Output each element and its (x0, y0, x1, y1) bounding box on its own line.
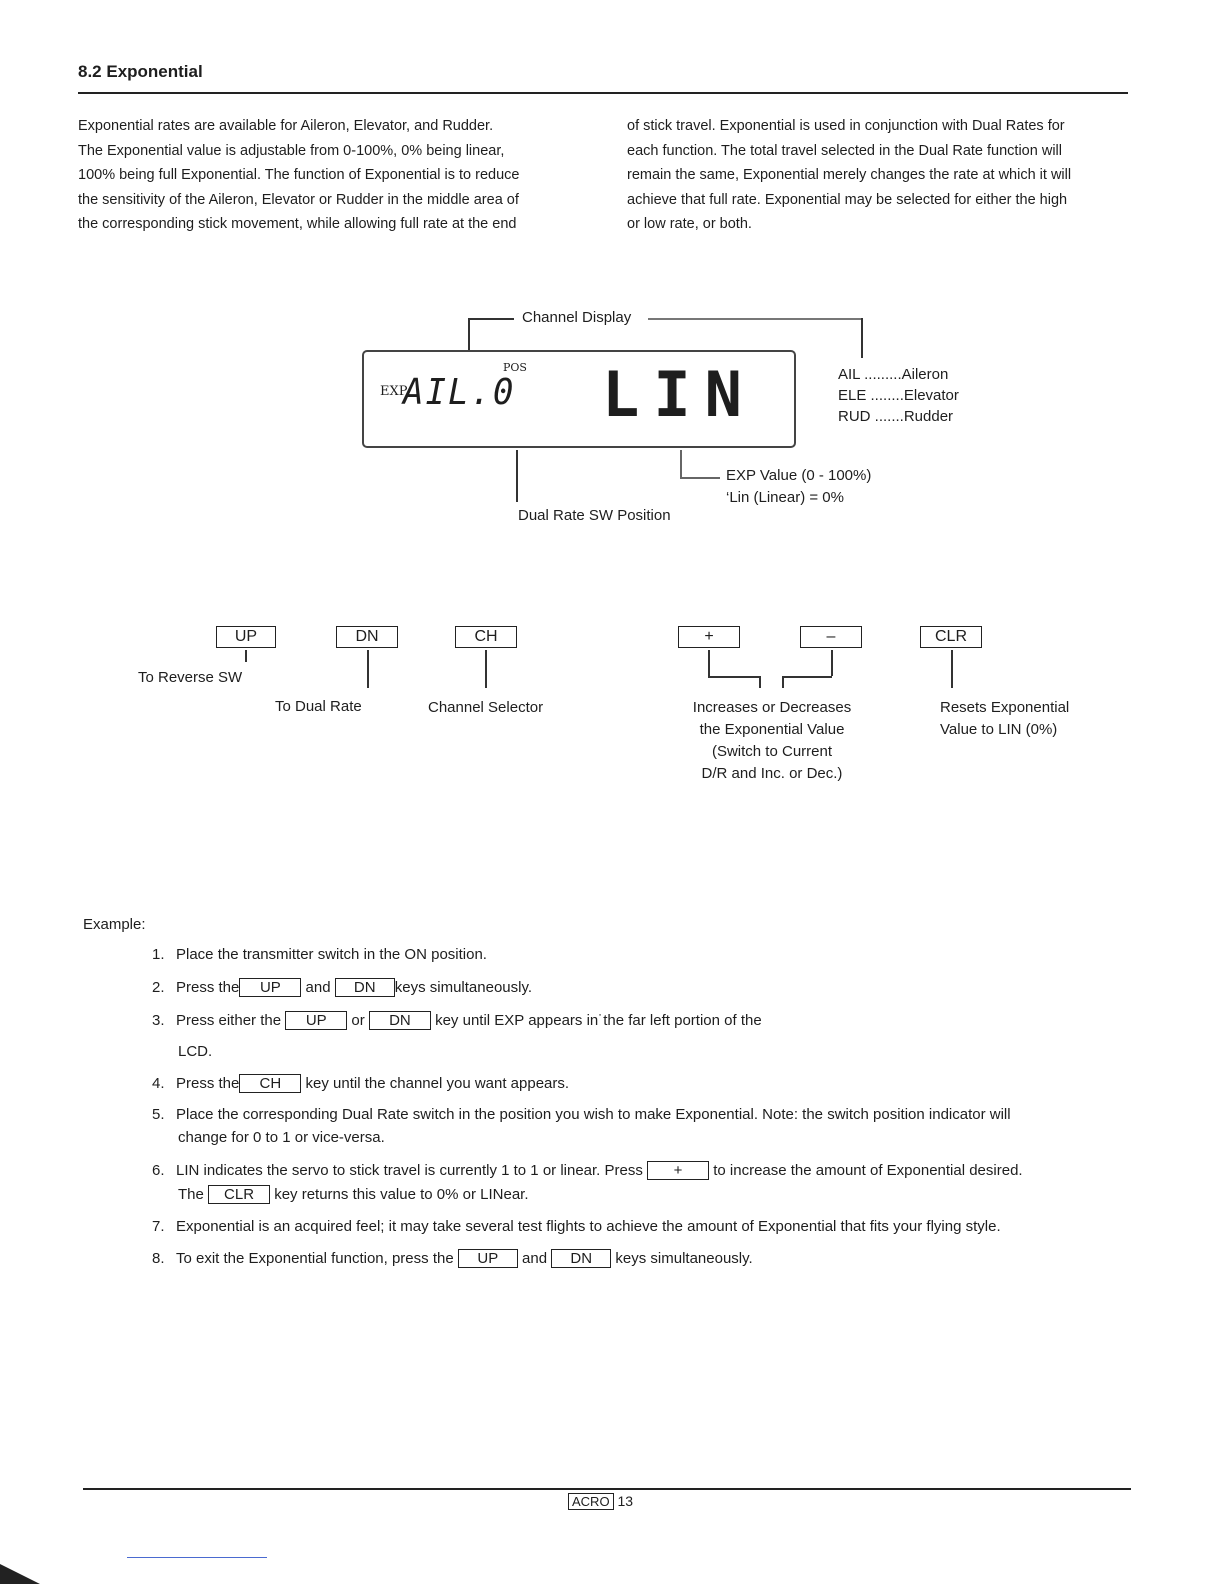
legend-item: RUD .......Rudder (838, 408, 954, 425)
minus-key-diagram: – (800, 626, 862, 648)
key-pointer (951, 650, 953, 688)
clr-key-inline: CLR (208, 1185, 270, 1204)
dual-rate-pos-label: Dual Rate SW Position (518, 507, 671, 524)
top-rule (78, 92, 1128, 94)
step-7: 7. Exponential is an acquired feel; it may take several test flights to achieve the amount of Exponential that fits your flying style. (152, 1218, 1001, 1235)
intro-line: Exponential rates are available for Aileron, Elevator, and Rudder. (78, 118, 494, 134)
intro-line: remain the same, Exponential merely changes the rate at which it will (627, 167, 1072, 183)
scan-corner-mark (0, 1560, 40, 1584)
plusminus-label-line: the Exponential Value (699, 721, 845, 738)
dn-key-label: To Dual Rate (275, 698, 362, 715)
clr-key-label (940, 697, 1069, 741)
callout-line (468, 318, 514, 320)
callout-line (648, 318, 862, 320)
callout-line (516, 450, 518, 502)
step-6: 6. LIN indicates the servo to stick travel is currently 1 to 1 or linear. Press + to increase the amount of Exponential desired. The CLR key returns this value to 0% or LINear. (152, 1162, 1023, 1203)
lcd-value-readout: LIN (602, 358, 756, 431)
plus-key-inline: + (647, 1161, 709, 1180)
step-2: 2. Press the UP and DN keys simultaneously. (152, 979, 533, 996)
channel-legend (838, 364, 959, 427)
intro-line: 100% being full Exponential. The function of Exponential is to reduce (78, 167, 520, 183)
lin-note: ‘Lin (Linear) = 0% (726, 489, 844, 506)
intro-right-column (627, 114, 1127, 237)
key-pointer (759, 676, 761, 688)
intro-left-column (78, 114, 578, 237)
up-key-inline: UP (285, 1011, 347, 1030)
page-footer (568, 1493, 633, 1510)
channel-display-label: Channel Display (522, 309, 632, 326)
key-pointer (831, 650, 833, 676)
callout-line (680, 477, 720, 479)
step-1: 1. Place the transmitter switch in the ON position. (152, 946, 487, 963)
section-title: 8.2 Exponential (78, 62, 203, 81)
clr-key-diagram: CLR (920, 626, 982, 648)
clr-label-line: Resets Exponential (940, 699, 1070, 716)
intro-line: achieve that full rate. Exponential may be selected for either the high (627, 191, 1068, 208)
legend-item: AIL .........Aileron (838, 366, 949, 383)
step-5: 5. Place the corresponding Dual Rate switch in the position you wish to make Exponential. Note: the switch position indicator will change for 0 to 1 or vice-versa. (152, 1106, 1011, 1146)
callout-line (861, 318, 863, 358)
page-number: 13 (617, 1493, 634, 1509)
legend-item: ELE ........Elevator (838, 387, 959, 404)
plusminus-label-line: D/R and Inc. or Dec.) (701, 765, 843, 782)
scan-mark (127, 1557, 267, 1558)
ch-key-label: Channel Selector (428, 699, 544, 716)
bottom-rule (83, 1488, 1131, 1490)
intro-line: the corresponding stick movement, while allowing full rate at the end (78, 216, 517, 232)
intro-line: each function. The total travel selected in the Dual Rate function will (627, 142, 1062, 159)
intro-line: the sensitivity of the Aileron, Elevator or Rudder in the middle area of (78, 191, 519, 208)
up-key-diagram: UP (216, 626, 276, 648)
key-pointer (708, 676, 760, 678)
step-3: 3. Press either the UP or DN key until EXP appears in˙the far left portion of the LCD. (152, 1012, 762, 1060)
dn-key-inline: DN (335, 978, 395, 997)
plusminus-label-line: Increases or Decreases (692, 699, 852, 716)
plusminus-key-label (662, 697, 882, 785)
up-key-inline: UP (239, 978, 301, 997)
example-heading: Example: (83, 916, 146, 933)
plusminus-label-line: (Switch to Current (711, 743, 833, 760)
dn-key-inline: DN (369, 1011, 431, 1030)
lcd-exp-indicator: EXP (380, 384, 408, 399)
up-key-inline: UP (458, 1249, 518, 1268)
key-pointer (708, 650, 710, 676)
ch-key-inline: CH (239, 1074, 301, 1093)
step-8: 8. To exit the Exponential function, press the UP and DN keys simultaneously. (152, 1250, 753, 1267)
intro-line: or low rate, or both. (627, 216, 752, 232)
ch-key-diagram: CH (455, 626, 517, 648)
intro-line: The Exponential value is adjustable from 0-100%, 0% being linear, (78, 142, 505, 159)
callout-line (468, 318, 470, 352)
lcd-channel-readout: AIL.0 (402, 372, 516, 413)
key-pointer (485, 650, 487, 688)
key-pointer (782, 676, 832, 678)
up-key-label: To Reverse SW (138, 669, 243, 686)
footer-brand: ACRO (568, 1493, 614, 1510)
plus-key-diagram: + (678, 626, 740, 648)
key-pointer (367, 650, 369, 688)
clr-label-line: Value to LIN (0%) (940, 721, 1058, 738)
key-pointer (782, 676, 784, 688)
dn-key-inline: DN (551, 1249, 611, 1268)
key-pointer (245, 650, 247, 662)
dn-key-diagram: DN (336, 626, 398, 648)
step-4: 4. Press the CH key until the channel you want appears. (152, 1075, 570, 1092)
exp-value-label: EXP Value (0 - 100%) (726, 467, 872, 484)
intro-line: of stick travel. Exponential is used in conjunction with Dual Rates for (627, 118, 1065, 134)
lcd-pos-indicator: POS (503, 361, 527, 374)
callout-line (680, 450, 682, 477)
